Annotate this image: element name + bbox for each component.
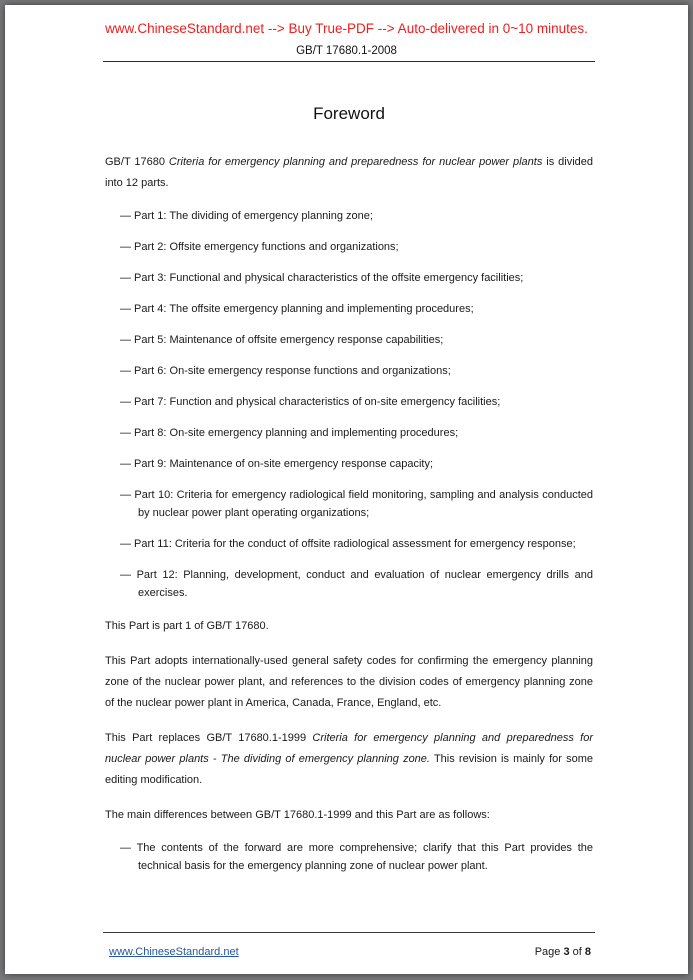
part-item: — Part 10: Criteria for emergency radiological field monitoring, sampling and analysis conducted by nuclear power plant operating organizations; xyxy=(120,489,593,519)
intro-prefix: GB/T 17680 xyxy=(105,156,169,168)
part-item: — Part 6: On-site emergency response functions and organizations; xyxy=(120,365,451,377)
document-page xyxy=(5,5,688,974)
part-item: — Part 9: Maintenance of on-site emergency response capacity; xyxy=(120,458,434,470)
promo-banner-link[interactable]: www.ChineseStandard.net --> Buy True-PDF --> Auto-delivered in 0~10 minutes. xyxy=(105,21,588,36)
of-word: of xyxy=(569,946,585,958)
paragraph-differences: The main differences between GB/T 17680.1-1999 and this Part are as follows: xyxy=(105,809,490,821)
part-item: — Part 7: Function and physical characteristics of on-site emergency facilities; xyxy=(120,396,501,408)
page-title: Foreword xyxy=(313,104,385,123)
replaces-suffix: This revision is mainly for some editing modification. xyxy=(105,753,593,786)
part-item: — Part 2: Offsite emergency functions and organizations; xyxy=(120,241,399,253)
header-divider xyxy=(103,61,595,62)
page-footer xyxy=(103,932,595,958)
document-code: GB/T 17680.1-2008 xyxy=(296,45,397,57)
footer-page-number xyxy=(535,946,591,958)
part-item: — Part 12: Planning, development, conduct and evaluation of nuclear emergency drills and exercises. xyxy=(120,569,593,599)
paragraph-adopts: This Part adopts internationally-used general safety codes for confirming the emergency planning zone of the nuclear power plant, and references to the division codes of emergency planning zone of the nuclear power plant in America, Canada, France, England, etc. xyxy=(105,655,593,709)
page-number-value: 3 xyxy=(563,946,570,958)
document-content xyxy=(5,104,688,875)
part-item: — Part 4: The offsite emergency planning and implementing procedures; xyxy=(120,303,474,315)
standard-title-italic: Criteria for emergency planning and preparedness for nuclear power plants xyxy=(168,156,543,168)
part-item: — Part 5: Maintenance of offsite emergency response capabilities; xyxy=(120,334,444,346)
footer-link[interactable]: www.ChineseStandard.net xyxy=(109,946,239,958)
replaced-standard-title-italic: Criteria for emergency planning and preparedness for nuclear power plants - The dividing of emergency planning zone. xyxy=(105,732,593,765)
page-total-value: 8 xyxy=(584,946,591,958)
part-item: — Part 1: The dividing of emergency planning zone; xyxy=(120,210,373,222)
part-item: — Part 3: Functional and physical characteristics of the offsite emergency facilities; xyxy=(120,272,524,284)
part-item: — Part 11: Criteria for the conduct of offsite radiological assessment for emergency response; xyxy=(120,538,576,550)
paragraph-part-of: This Part is part 1 of GB/T 17680. xyxy=(105,620,269,632)
paragraph-replaces xyxy=(105,728,593,791)
footer-divider xyxy=(103,932,595,933)
replaces-prefix: This Part replaces GB/T 17680.1-1999 xyxy=(105,732,313,744)
part-item: — Part 8: On-site emergency planning and implementing procedures; xyxy=(120,427,459,439)
intro-paragraph xyxy=(105,152,593,194)
page-word: Page xyxy=(534,946,564,958)
intro-suffix: is divided into 12 parts. xyxy=(105,156,593,189)
difference-item: — The contents of the forward are more comprehensive; clarify that this Part provides the technical basis for the emergency planning zone of nuclear power plant. xyxy=(120,842,593,872)
